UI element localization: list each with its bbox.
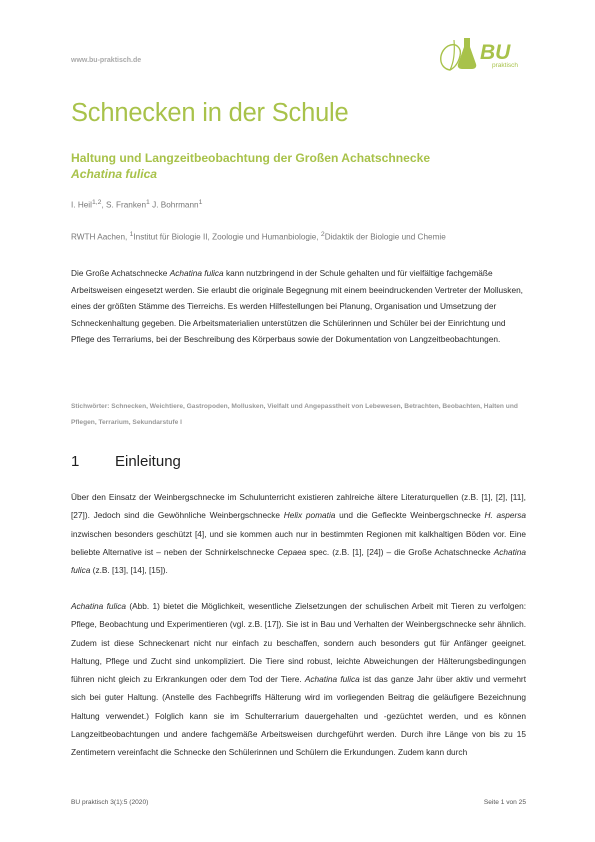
section-heading [71, 453, 181, 470]
authors: I. Heil$^{1,2}$, S. Franken$^1$ J. Bohrmann$^1$ [71, 199, 203, 210]
leaf-icon [441, 45, 461, 70]
bu-praktisch-logo [436, 32, 528, 72]
page-number: Seite 1 von 25 [483, 799, 526, 806]
article-subtitle [71, 151, 430, 182]
subtitle-line: Haltung und Langzeitbeobachtung der Großen Achatschnecke [71, 151, 431, 165]
species-name: Achatina fulica [71, 166, 158, 181]
logo-subtext: praktisch [492, 62, 519, 69]
paragraph: Über den Einsatz der Weinbergschnecke im Schulunterricht existieren zahlreiche ältere Literaturquellen (z.B. [1], [2], [11], [27]). Jedoch sind die Gewöhnliche Weinbergschnecke Helix pomatia und die Gefleckte Weinbergschnecke H. aspersa inzwischen besonders geschützt [4], und sie kommen auch nur in bestimmten Regionen mit kalkhaltigen Böden vor. Eine beliebte Alternative ist – neben der Schnirkelschnecke Cepaea spec. (z.B. [1], [24]) – die Große Achatschnecke Achatina fulica (z.B. [13], [14], [15]). [71, 492, 526, 576]
keywords: Stichwörter: Schnecken, Weichtiere, Gastropoden, Mollusken, Vielfalt und Angepasstheit von Lebewesen, Betrachten, Beobachten, Halten und Pflegen, Terrarium, Sekundarstufe I [71, 403, 518, 426]
journal-url[interactable]: www.bu-praktisch.de [71, 57, 142, 64]
logo-text: BU [480, 41, 511, 64]
footer-citation: BU praktisch 3(1):5 (2020) [71, 799, 149, 806]
section-title: Einleitung [115, 453, 181, 470]
section-number: 1 [71, 453, 80, 470]
article-title: Schnecken in der Schule [71, 99, 349, 127]
affiliation: RWTH Aachen, $^1$Institut für Biologie II, Zoologie und Humanbiologie, $^2$Didaktik der Biologie und Chemie [71, 231, 446, 242]
paragraph: Achatina fulica (Abb. 1) bietet die Möglichkeit, wesentliche Zielsetzungen der schulischen Arbeit mit Tieren zu verfolgen: Pflege, Beobachtung und Experimentieren (vgl. z.B. [17]). Sie ist in Bau und Verhalten der Weinbergschnecke sehr ähnlich. Zudem ist diese Schneckenart nicht nur einfach zu beschaffen, sondern auch besonders gut für Anfänger geeignet. Haltung, Pflege und Zucht sind unkompliziert. Die Tiere sind robust, leichte Abweichungen der Hälterungsbedingungen führen nicht gleich zu Erkrankungen oder dem Tod der Tiere. Achatina fulica ist das ganze Jahr über aktiv und vermehrt sich bei guter Haltung. (Anstelle des Fachbegriffs Hälterung wird im vorliegenden Beitrag die geläufigere Bezeichnung Haltung verwendet.) Folglich kann sie im Schulterrarium dauergehalten und -gezüchtet werden, und es können Langzeitbeobachtungen und andere fachgemäße Arbeitsweisen durchgeführt werden. Durch ihre Länge von bis zu 15 Zentimetern vereinfacht die Schnecke den Schülerinnen und Schülern die Erkundungen. Zudem kann durch [71, 601, 526, 758]
abstract: Die Große Achatschnecke Achatina fulica kann nutzbringend in der Schule gehalten und für vielfältige fachgemäße Arbeitsweisen eingesetzt werden. Sie erlaubt die originale Begegnung mit einem beeindruckenden Vertreter der Mollusken, eines der größten Stämme des Tierreichs. Es werden Hilfestellungen bei Planung, Organisation und Umsetzung der Schneckenhaltung gegeben. Die Arbeitsmaterialien unterstützen die Schülerinnen und Schüler bei der Einrichtung und Pflege des Terrariums, bei der Beschreibung des Körperbaus sowie der Dokumentation von Langzeitbeobachtungen. [71, 268, 523, 344]
